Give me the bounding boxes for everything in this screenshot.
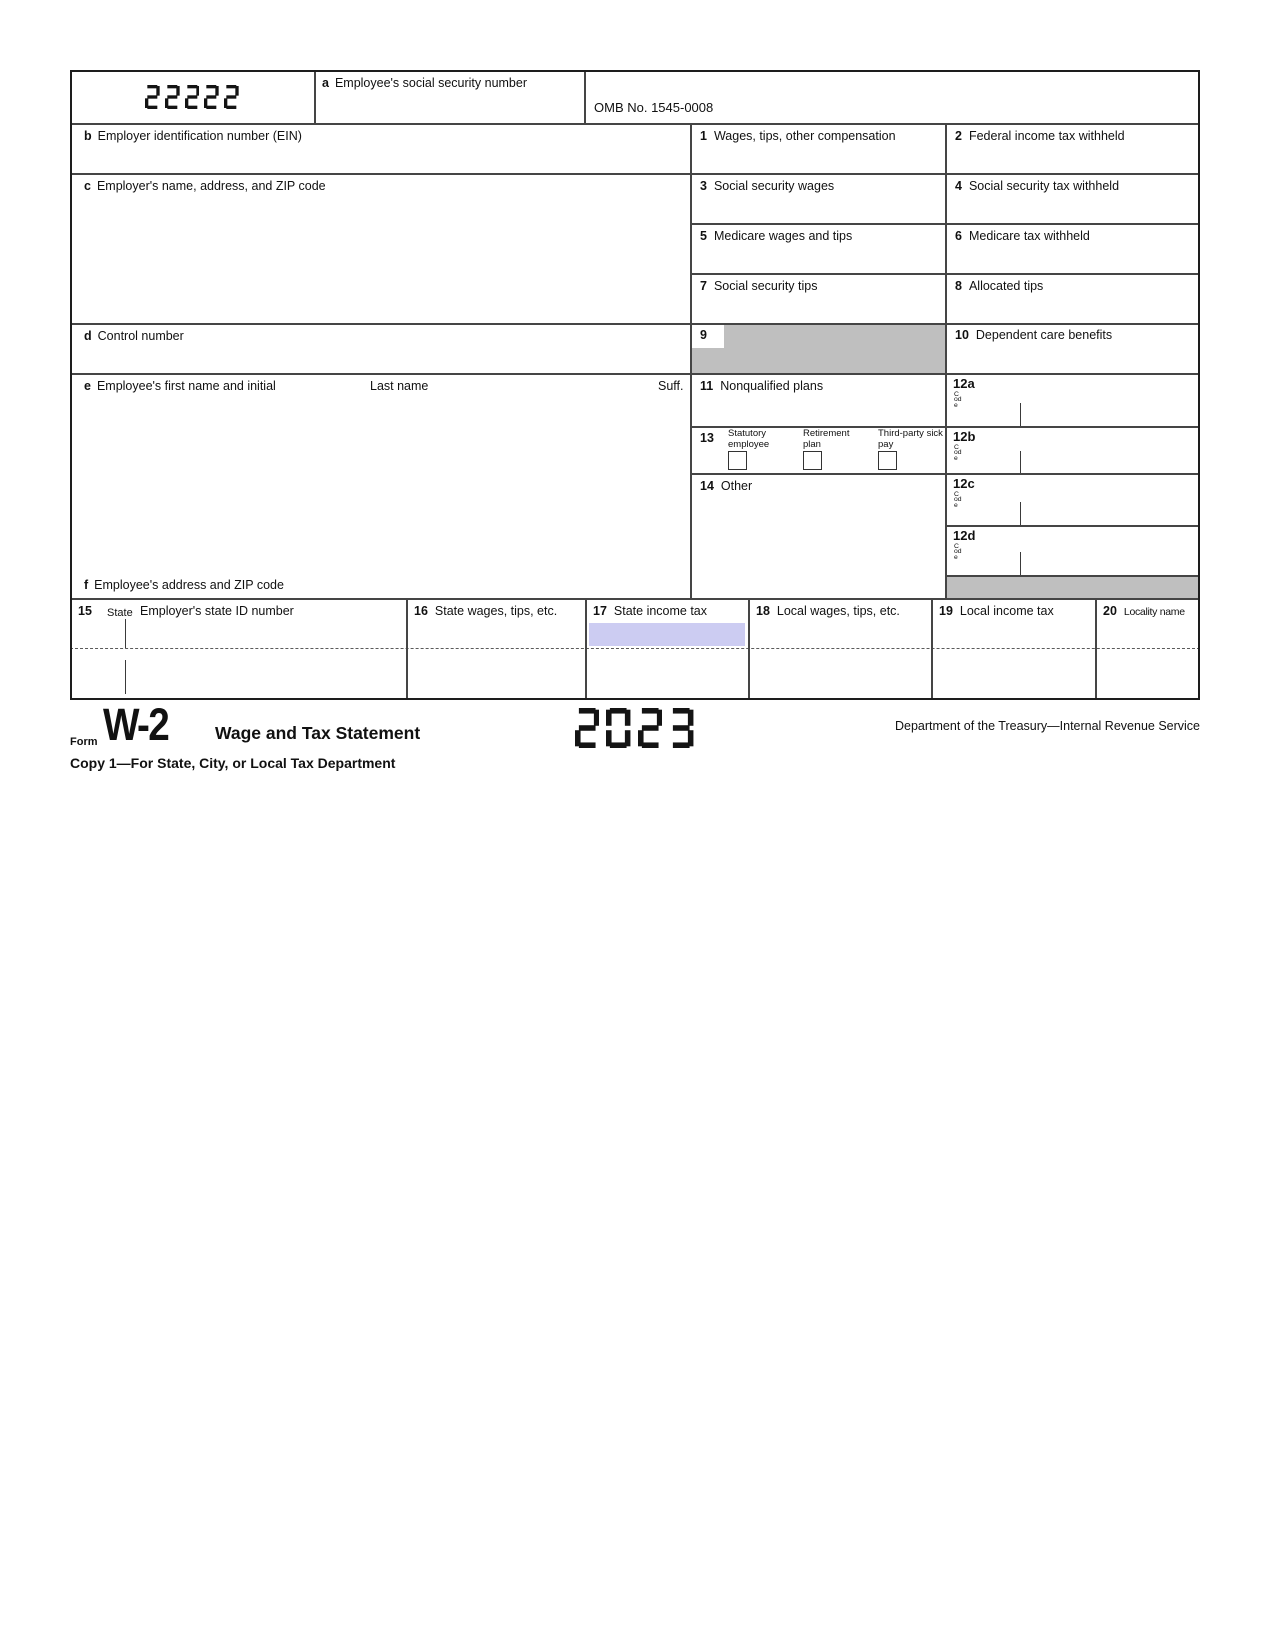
box-4-label: 4 Social security tax withheld [955,179,1120,193]
box-14-label: 14 Other [700,479,753,493]
box-11-label: 11 Nonqualified plans [700,379,824,393]
box-16-label: 16 State wages, tips, etc. [414,604,558,618]
footer-department-line: Department of the Treasury—Internal Revenue Service [894,719,1200,733]
box-19-label: 19 Local income tax [939,604,1054,618]
box-e-label: e Employee's first name and initial [84,379,276,393]
box-12d-code-word: Code [954,543,962,561]
suffix-label: Suff. [658,379,684,393]
box-12c-label: 12c [953,476,975,491]
w2-form-grid [70,70,1200,700]
retirement-plan-label: Retirement plan [803,428,850,450]
box-b-label: b Employer identification number (EIN) [84,129,302,143]
box-12b-code-word: Code [954,444,962,462]
footer-form-word: Form [70,736,98,748]
box-12a-code-word: Code [954,391,962,409]
box-20-label: 20 Locality name [1103,604,1185,618]
box-f-label: f Employee's address and ZIP code [84,578,284,592]
box-3-label: 3 Social security wages [700,179,835,193]
box-15-id-label: Employer's state ID number [140,604,294,618]
footer-copy-line: Copy 1—For State, City, or Local Tax Department [70,755,396,771]
statutory-employee-label: Statutory employee [728,428,770,450]
box-10-label: 10 Dependent care benefits [955,328,1113,342]
box-12d-label: 12d [953,528,976,543]
box-2-label: 2 Federal income tax withheld [955,129,1125,143]
footer-tax-year-2023 [575,708,694,748]
box-d-label: d Control number [84,329,184,343]
box-a-letter: a [322,76,329,90]
box-c-label: c Employer's name, address, and ZIP code [84,179,326,193]
box-8-label: 8 Allocated tips [955,279,1044,293]
box-12c-code-word: Code [954,491,962,509]
footer-form-number: W-2 [103,699,169,750]
last-name-label: Last name [370,379,429,393]
box-15-state-label: State [107,607,133,619]
footer-form-title: Wage and Tax Statement [215,723,421,743]
box-17-label: 17 State income tax [593,604,708,618]
form-outer-border [70,70,1200,700]
box-12b-label: 12b [953,429,976,444]
box-9-label: 9 [700,328,707,342]
box-1-label: 1 Wages, tips, other compensation [700,129,896,143]
box-7-label: 7 Social security tips [700,279,818,293]
box-a-label: a Employee's social security number [322,76,528,90]
box-6-label: 6 Medicare tax withheld [955,229,1090,243]
third-party-sick-pay-label: Third-party sick pay [878,428,943,450]
box-13-number: 13 [700,431,714,445]
omb-number-label: OMB No. 1545-0008 [594,100,714,115]
box-18-label: 18 Local wages, tips, etc. [756,604,900,618]
box-15-number: 15 [78,604,92,618]
box-5-label: 5 Medicare wages and tips [700,229,853,243]
box-12a-label: 12a [953,376,975,391]
